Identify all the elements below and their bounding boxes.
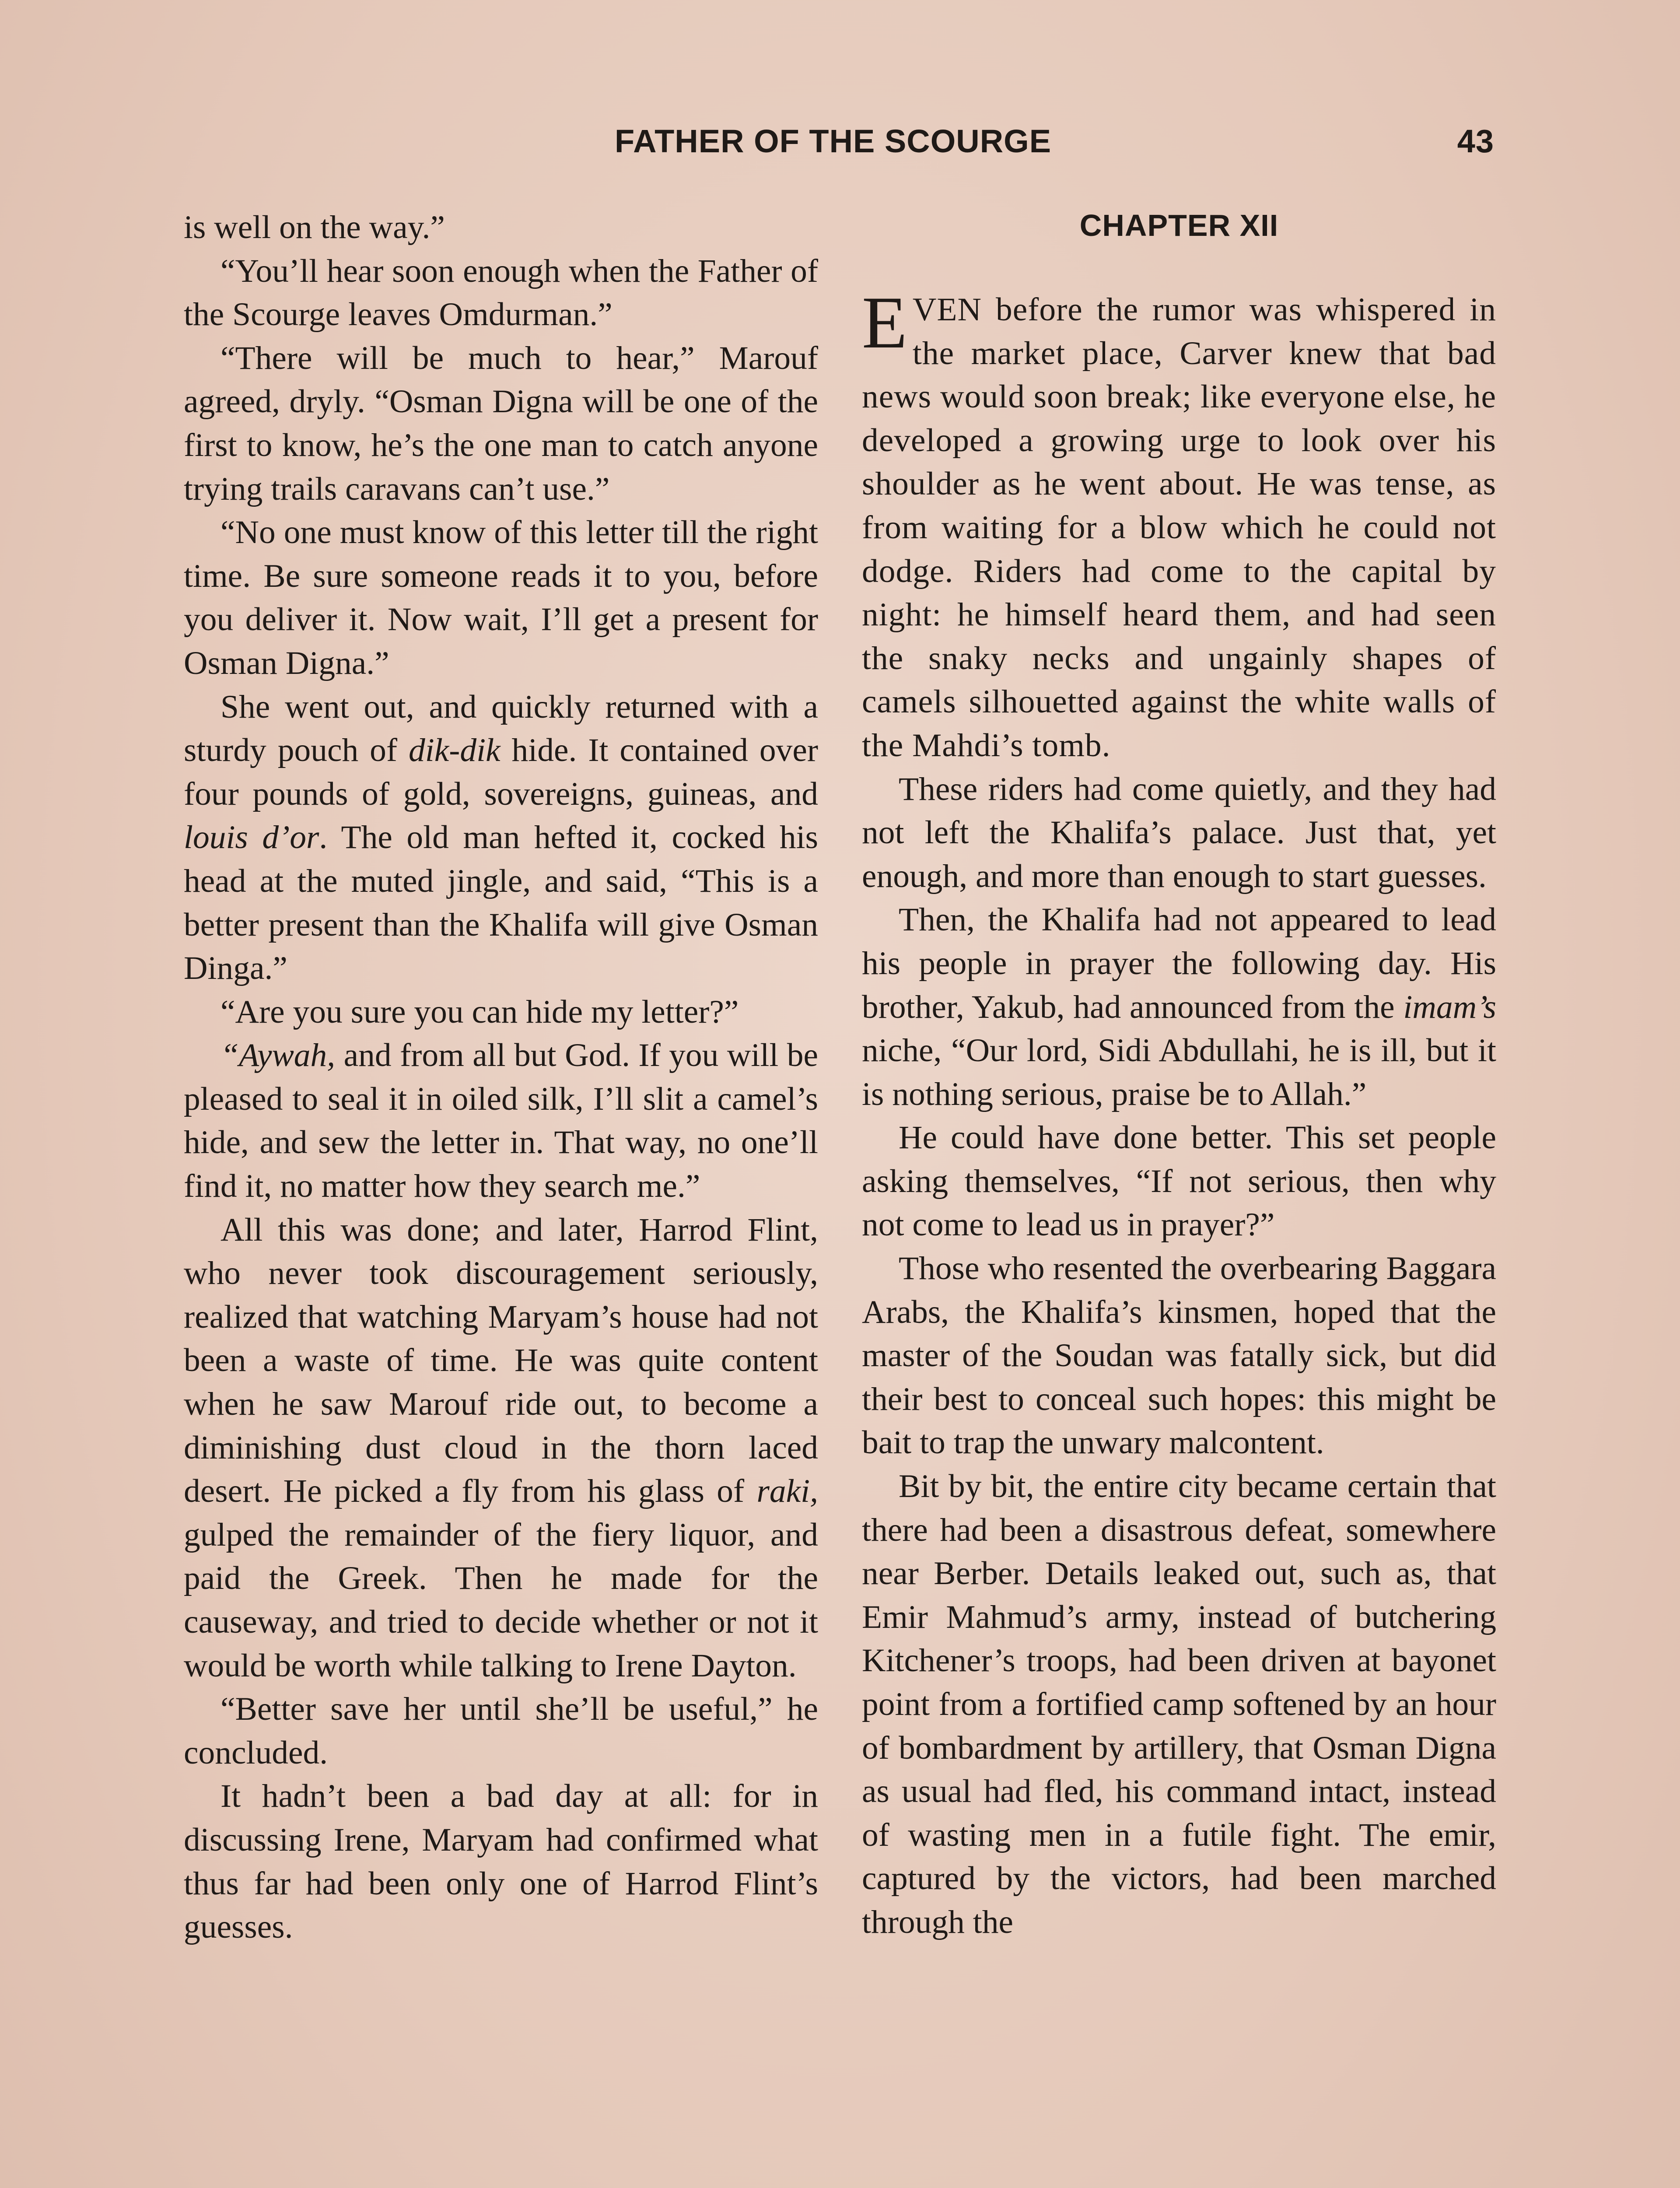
text-run: “There will be much to hear,” Marouf agreed, dryly. “Osman Digna will be one of the first to know, he’s the one man to catch anyone trying trails caravans can’t use.”: [184, 340, 818, 507]
text-run: All this was done; and later, Harrod Flint, who never took discouragement seriously, realized that watching Maryam’s house had not been a waste of time. He was quite content when he saw Marouf ride out, to become a diminishing dust cloud in the thorn laced desert. He picked a fly from his glass of: [184, 1211, 818, 1510]
text-run: . The old man hefted it, cocked his head at the muted jingle, and said, “This is a better present than the Khalifa will give Osman Dinga.”: [184, 819, 819, 987]
text-run: niche, “Our lord, Sidi Abdullahi, he is ill, but it is nothing serious, praise be to Allah.”: [862, 1032, 1496, 1112]
paragraph: [184, 1208, 818, 1688]
chapter-opening-paragraph: [862, 281, 1496, 768]
text-run: He could have done better. This set people asking themselves, “If not serious, then why not come to lead us in prayer?”: [862, 1119, 1496, 1243]
left-text-column: [184, 206, 818, 1949]
paragraph: [862, 768, 1496, 898]
right-paragraphs: [862, 768, 1496, 1944]
page-header: [184, 118, 1496, 171]
paragraph: [862, 1247, 1496, 1465]
paragraph: [184, 337, 818, 511]
text-run: “No one must know of this letter till the right time. Be sure someone reads it to you, before you deliver it. Now wait, I’ll get a present for Osman Digna.”: [184, 514, 818, 681]
text-run: gulped the remainder of the fiery liquor, and paid the Greek. Then he made for the causeway, and tried to decide whether or not it would be worth while talking to Irene Dayton.: [184, 1516, 818, 1684]
text-run: “Better save her until she’ll be useful,” he concluded.: [184, 1691, 818, 1771]
paragraph: [862, 898, 1496, 1116]
paragraph: [862, 1465, 1496, 1944]
paragraph: [184, 206, 818, 249]
text-run: hide. It contained over four pounds of gold, sovereigns, guineas, and: [184, 732, 818, 812]
text-run: and from all but God. If you will be pleased to seal it in oiled silk, I’ll slit a camel’s hide, and sew the letter in. That way, no one’ll find it, no matter how they search me.”: [184, 1037, 818, 1205]
paragraph: [184, 249, 818, 337]
text-run: She went out, and quickly returned with a sturdy pouch of: [184, 688, 818, 769]
paragraph: [184, 511, 818, 685]
page-number: 43: [1457, 123, 1494, 159]
text-run: Then, the Khalifa had not appeared to lead his people in prayer the following day. His brother, Yakub, had announced from the: [862, 901, 1496, 1025]
text-run: is well on the way.”: [184, 209, 445, 245]
italic-text: raki,: [756, 1473, 818, 1510]
text-run: “Are you sure you can hide my letter?”: [220, 993, 739, 1030]
italic-text: dik-dik: [408, 732, 500, 769]
paragraph: [184, 1774, 818, 1949]
text-run: These riders had come quietly, and they had not left the Khalifa’s palace. Just that, yet enough, and more than enough to start guesses.: [862, 771, 1496, 894]
italic-text: louis d’or: [184, 819, 319, 856]
text-run: Those who resented the overbearing Baggara Arabs, the Khalifa’s kinsmen, hoped that the master of the Soudan was fatally sick, but did their best to conceal such hopes: this might be bait to trap the unwary malcontent.: [862, 1250, 1496, 1461]
text-run: “You’ll hear soon enough when the Father of the Scourge leaves Omdurman.”: [184, 252, 818, 333]
italic-text: “Aywah,: [220, 1037, 336, 1074]
right-text-column: [862, 206, 1496, 1944]
paragraph: [184, 1687, 818, 1774]
text-run: It hadn’t been a bad day at all: for in discussing Irene, Maryam had confirmed what thus far had been only one of Harrod Flint’s guesses.: [184, 1778, 818, 1946]
running-head: FATHER OF THE SCOURGE: [615, 123, 1052, 159]
opening-text: VEN before the rumor was whispered in the market place, Carver knew that bad news would soon break; like everyone else, he developed a growing urge to look over his shoulder as he went about. He was tense, as from waiting for a blow which he could not dodge. Riders had come to the capital by night: he himself heard them, and had seen the snaky necks and ungainly shapes of camels silhouetted against the white walls of the Mahdi’s tomb.: [862, 291, 1496, 764]
paragraph: [184, 990, 818, 1034]
paragraph: [184, 685, 818, 990]
chapter-heading: CHAPTER XII: [1079, 208, 1279, 242]
paragraph: [184, 1034, 818, 1208]
paragraph: [862, 1116, 1496, 1247]
italic-text: imam’s: [1403, 989, 1496, 1025]
text-run: Bit by bit, the entire city became certain that there had been a disastrous defeat, somewhere near Berber. Details leaked out, such as, that Emir Mahmud’s army, instead of butchering Kitchener’s troops, had been driven at bayonet point from a fortified camp softened by an hour of bombardment by artillery, that Osman Digna as usual had fled, his command intact, instead of wasting men in a futile fight. The emir, captured by the victors, had been marched through the: [862, 1468, 1496, 1940]
drop-cap: E: [862, 281, 907, 364]
